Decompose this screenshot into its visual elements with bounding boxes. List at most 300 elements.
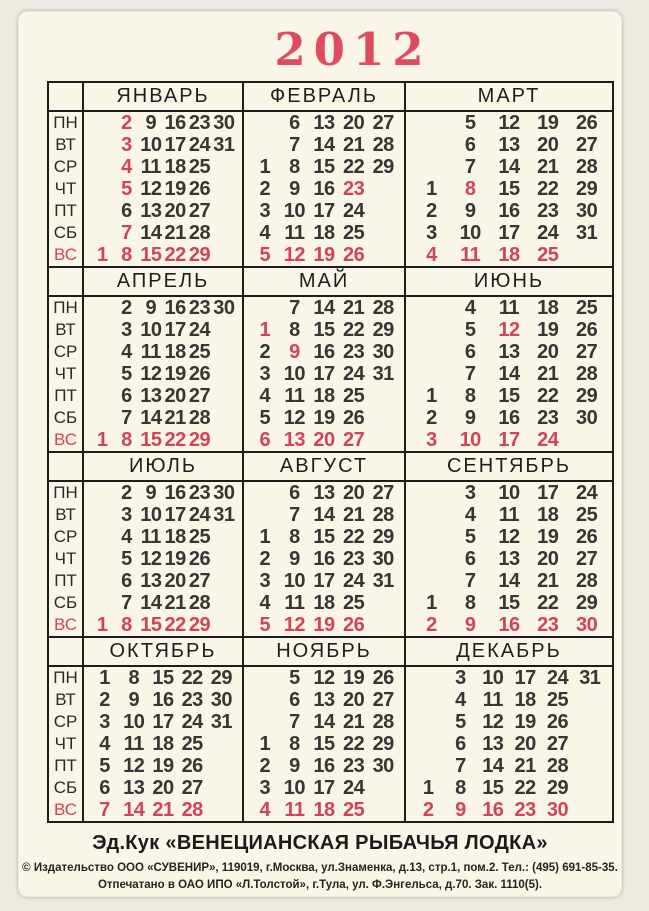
date-cell: 22 <box>342 733 365 755</box>
date-cell: 12 <box>140 548 162 570</box>
date-row-grid <box>244 341 404 363</box>
date-cell: 19 <box>514 711 536 733</box>
weekday-label: СР <box>49 526 84 548</box>
date-cell: 19 <box>313 407 335 429</box>
calendar-card <box>18 11 622 897</box>
date-cell: 10 <box>283 200 306 222</box>
month-week-cell <box>244 407 406 429</box>
month-week-cell <box>244 777 406 799</box>
date-cell: 10 <box>140 134 162 156</box>
month-header: СЕНТЯБРЬ <box>446 455 572 477</box>
date-cell <box>212 385 236 407</box>
date-row-grid <box>406 222 612 244</box>
date-cell: 20 <box>152 777 174 799</box>
date-cell: 9 <box>128 689 140 711</box>
date-cell: 5 <box>259 614 271 636</box>
date-cell: 29 <box>188 244 211 266</box>
date-cell: 21 <box>342 711 365 733</box>
date-cell: 4 <box>259 222 271 244</box>
date-cell: 24 <box>546 667 569 689</box>
month-week-cell <box>244 244 406 266</box>
date-cell: 17 <box>164 504 186 526</box>
month-header-row <box>49 83 612 112</box>
date-cell: 26 <box>188 548 211 570</box>
date-cell: 16 <box>313 548 335 570</box>
date-cell: 4 <box>121 156 132 178</box>
date-cell: 17 <box>537 482 559 504</box>
date-cell: 28 <box>546 755 569 777</box>
month-header: АПРЕЛЬ <box>84 268 244 295</box>
date-cell: 6 <box>121 385 132 407</box>
date-cell <box>574 733 606 755</box>
calendar-table <box>47 81 614 823</box>
date-cell: 8 <box>455 777 466 799</box>
month-week-cell <box>244 667 406 689</box>
date-cell: 10 <box>482 667 504 689</box>
date-cell <box>412 482 451 504</box>
date-cell: 13 <box>140 385 162 407</box>
date-cell: 19 <box>313 614 335 636</box>
week-day-row <box>49 689 612 711</box>
date-cell <box>412 156 451 178</box>
date-cell: 14 <box>313 297 335 319</box>
date-cell: 10 <box>140 504 162 526</box>
date-cell: 9 <box>464 200 476 222</box>
date-cell: 6 <box>259 429 271 451</box>
weekday-label: СБ <box>49 222 84 244</box>
month-week-cell <box>84 244 244 266</box>
date-cell: 28 <box>575 363 598 385</box>
date-row-grid <box>244 134 404 156</box>
date-cell: 26 <box>342 244 365 266</box>
date-row-grid <box>84 548 242 570</box>
week-day-row <box>49 244 612 266</box>
date-cell: 9 <box>289 341 300 363</box>
date-cell: 26 <box>372 667 394 689</box>
date-cell <box>212 178 236 200</box>
month-week-cell <box>406 614 612 636</box>
date-cell: 17 <box>313 777 335 799</box>
artwork-credit: Эд.Кук «ВЕНЕЦИАНСКАЯ РЫБАЧЬЯ ЛОДКА» <box>92 832 548 854</box>
date-cell: 13 <box>140 200 162 222</box>
month-week-cell <box>406 733 612 755</box>
date-cell: 4 <box>426 244 437 266</box>
date-cell: 13 <box>498 548 520 570</box>
month-week-cell <box>84 134 244 156</box>
date-cell: 5 <box>121 548 132 570</box>
date-cell: 2 <box>426 614 437 636</box>
date-cell: 6 <box>121 570 132 592</box>
date-cell: 30 <box>213 112 235 134</box>
date-cell <box>90 156 114 178</box>
date-cell: 18 <box>313 799 335 821</box>
date-row-grid <box>84 689 242 711</box>
date-cell: 20 <box>164 385 186 407</box>
date-cell: 7 <box>289 504 300 526</box>
date-cell <box>207 799 236 821</box>
date-cell: 14 <box>498 363 520 385</box>
date-cell: 15 <box>313 733 335 755</box>
date-cell: 2 <box>259 755 271 777</box>
corner-cell <box>49 83 84 110</box>
date-cell: 18 <box>537 297 559 319</box>
month-header: ИЮЛЬ <box>84 453 244 480</box>
date-cell: 11 <box>284 799 305 821</box>
date-row-grid <box>84 504 242 526</box>
date-cell: 11 <box>284 222 305 244</box>
weekday-label: ВТ <box>49 319 84 341</box>
date-row-grid <box>84 592 242 614</box>
month-week-cell <box>406 178 612 200</box>
weekday-label: ВС <box>49 614 84 636</box>
date-cell: 1 <box>259 319 271 341</box>
date-cell: 24 <box>537 222 559 244</box>
date-cell: 4 <box>464 504 476 526</box>
month-week-cell <box>84 482 244 504</box>
date-cell <box>412 711 444 733</box>
date-cell: 8 <box>289 526 300 548</box>
date-cell: 26 <box>188 363 211 385</box>
date-cell: 26 <box>342 407 365 429</box>
date-cell <box>90 297 114 319</box>
date-row-grid <box>406 297 612 319</box>
date-cell <box>412 319 451 341</box>
weekday-label: ВТ <box>49 134 84 156</box>
date-cell: 29 <box>575 592 598 614</box>
date-cell: 21 <box>164 222 186 244</box>
date-cell: 17 <box>152 711 174 733</box>
date-cell: 24 <box>537 429 559 451</box>
date-cell: 12 <box>498 112 520 134</box>
date-cell: 18 <box>498 244 520 266</box>
date-cell: 15 <box>313 319 335 341</box>
week-day-row <box>49 429 612 451</box>
date-cell: 5 <box>289 667 300 689</box>
date-cell: 3 <box>99 711 110 733</box>
date-row-grid <box>244 711 404 733</box>
month-week-cell <box>84 526 244 548</box>
date-cell: 1 <box>422 777 434 799</box>
date-cell <box>574 755 606 777</box>
date-cell: 1 <box>259 526 271 548</box>
month-week-cell <box>84 799 244 821</box>
date-cell: 18 <box>164 156 186 178</box>
date-cell: 18 <box>537 504 559 526</box>
date-cell: 27 <box>372 482 394 504</box>
date-cell: 4 <box>259 592 271 614</box>
month-week-cell <box>244 689 406 711</box>
date-row-grid <box>406 363 612 385</box>
date-cell <box>90 222 114 244</box>
date-cell: 7 <box>289 297 300 319</box>
month-week-cell <box>244 482 406 504</box>
week-day-row <box>49 407 612 429</box>
month-week-cell <box>244 178 406 200</box>
date-cell: 26 <box>575 319 598 341</box>
month-week-cell <box>406 407 612 429</box>
date-cell <box>250 689 280 711</box>
date-cell <box>212 570 236 592</box>
month-week-cell <box>84 178 244 200</box>
date-cell: 23 <box>188 482 211 504</box>
date-cell <box>212 363 236 385</box>
date-cell: 8 <box>289 319 300 341</box>
date-cell <box>90 548 114 570</box>
weekday-label: ПН <box>49 112 84 134</box>
date-cell: 1 <box>96 614 108 636</box>
date-cell: 9 <box>455 799 466 821</box>
date-cell: 14 <box>482 755 504 777</box>
month-week-cell <box>244 222 406 244</box>
date-cell: 15 <box>140 429 162 451</box>
weekday-label: ПТ <box>49 755 84 777</box>
date-cell: 3 <box>455 667 466 689</box>
date-cell <box>90 341 114 363</box>
week-day-row <box>49 156 612 178</box>
date-cell: 22 <box>181 667 203 689</box>
month-header: АВГУСТ <box>244 453 406 480</box>
date-cell: 11 <box>140 341 161 363</box>
month-week-cell <box>84 385 244 407</box>
date-row-grid <box>406 777 612 799</box>
date-cell <box>90 592 114 614</box>
date-cell: 21 <box>342 504 365 526</box>
date-cell: 24 <box>188 319 211 341</box>
date-cell: 23 <box>514 799 536 821</box>
quarter-block <box>49 83 612 266</box>
month-week-cell <box>406 548 612 570</box>
date-row-grid <box>244 244 404 266</box>
date-cell: 20 <box>537 134 559 156</box>
month-week-cell <box>244 319 406 341</box>
date-cell: 16 <box>313 341 335 363</box>
date-cell: 11 <box>284 592 305 614</box>
month-week-cell <box>244 799 406 821</box>
date-row-grid <box>406 156 612 178</box>
date-cell: 20 <box>537 548 559 570</box>
date-cell: 7 <box>464 363 476 385</box>
date-cell <box>412 548 451 570</box>
weekday-label: ЧТ <box>49 363 84 385</box>
month-week-cell <box>406 222 612 244</box>
date-cell: 25 <box>575 297 598 319</box>
month-week-cell <box>244 363 406 385</box>
date-cell: 18 <box>313 385 335 407</box>
month-week-cell <box>244 711 406 733</box>
date-cell: 8 <box>464 592 476 614</box>
date-row-grid <box>84 733 242 755</box>
date-cell: 15 <box>313 156 335 178</box>
date-cell: 10 <box>140 319 162 341</box>
date-cell: 3 <box>259 363 271 385</box>
date-cell: 30 <box>213 297 235 319</box>
date-cell: 12 <box>283 407 306 429</box>
date-cell: 6 <box>99 777 110 799</box>
date-cell: 10 <box>283 363 306 385</box>
date-cell: 15 <box>498 178 520 200</box>
month-week-cell <box>84 755 244 777</box>
month-week-cell <box>244 429 406 451</box>
date-cell: 11 <box>284 385 305 407</box>
month-week-cell <box>406 429 612 451</box>
date-cell: 31 <box>575 222 598 244</box>
week-day-row <box>49 570 612 592</box>
date-cell <box>368 777 398 799</box>
date-cell: 2 <box>121 482 132 504</box>
date-cell: 13 <box>123 777 145 799</box>
month-week-cell <box>84 614 244 636</box>
date-cell: 11 <box>498 504 520 526</box>
date-cell: 11 <box>482 689 503 711</box>
month-week-cell <box>84 777 244 799</box>
date-row-grid <box>244 200 404 222</box>
date-cell: 25 <box>342 385 365 407</box>
date-cell: 5 <box>259 244 271 266</box>
date-cell: 5 <box>259 407 271 429</box>
month-header-row <box>49 268 612 297</box>
date-cell: 7 <box>99 799 110 821</box>
date-cell: 9 <box>289 755 300 777</box>
date-cell <box>90 407 114 429</box>
month-week-cell <box>406 526 612 548</box>
date-cell: 10 <box>283 570 306 592</box>
week-day-row <box>49 112 612 134</box>
date-cell: 18 <box>313 592 335 614</box>
date-cell <box>90 319 114 341</box>
date-cell: 25 <box>575 504 598 526</box>
date-cell: 11 <box>498 297 520 319</box>
date-cell: 16 <box>152 689 174 711</box>
month-week-cell <box>84 222 244 244</box>
date-cell: 14 <box>313 134 335 156</box>
weekday-label: ЧТ <box>49 178 84 200</box>
date-cell: 12 <box>482 711 504 733</box>
date-row-grid <box>244 297 404 319</box>
date-cell: 27 <box>181 777 203 799</box>
date-cell: 3 <box>121 134 132 156</box>
date-cell: 22 <box>537 592 559 614</box>
date-cell: 29 <box>575 178 598 200</box>
date-cell: 12 <box>123 755 145 777</box>
date-cell: 30 <box>372 755 394 777</box>
date-row-grid <box>84 777 242 799</box>
date-cell <box>368 799 398 821</box>
date-cell <box>250 711 280 733</box>
weekday-label: СР <box>49 711 84 733</box>
date-cell: 6 <box>464 548 476 570</box>
date-cell: 24 <box>342 363 365 385</box>
date-cell: 30 <box>575 407 598 429</box>
date-cell <box>207 755 236 777</box>
date-cell: 23 <box>537 200 559 222</box>
date-cell: 7 <box>289 711 300 733</box>
month-week-cell <box>84 200 244 222</box>
date-cell: 25 <box>342 799 365 821</box>
month-week-cell <box>84 689 244 711</box>
date-cell: 14 <box>123 799 145 821</box>
date-cell <box>90 570 114 592</box>
date-cell: 31 <box>372 570 394 592</box>
date-cell <box>250 134 280 156</box>
date-row-grid <box>406 689 612 711</box>
date-cell <box>412 112 451 134</box>
date-row-grid <box>244 178 404 200</box>
month-week-cell <box>244 504 406 526</box>
date-cell: 10 <box>459 222 481 244</box>
month-week-cell <box>244 156 406 178</box>
month-week-cell <box>244 614 406 636</box>
weekday-label: ВС <box>49 244 84 266</box>
date-cell: 8 <box>121 429 132 451</box>
week-day-row <box>49 755 612 777</box>
date-cell: 3 <box>464 482 476 504</box>
date-row-grid <box>244 222 404 244</box>
date-cell <box>412 363 451 385</box>
date-cell: 9 <box>145 112 157 134</box>
month-week-cell <box>406 592 612 614</box>
date-cell: 6 <box>289 482 300 504</box>
date-cell: 21 <box>537 363 559 385</box>
date-cell <box>368 244 398 266</box>
date-cell <box>212 222 236 244</box>
date-cell <box>574 711 606 733</box>
date-row-grid <box>84 319 242 341</box>
week-day-row <box>49 548 612 570</box>
date-cell: 16 <box>164 297 186 319</box>
date-cell: 20 <box>313 429 335 451</box>
date-cell: 17 <box>164 319 186 341</box>
date-cell <box>90 363 114 385</box>
date-cell <box>368 614 398 636</box>
month-week-cell <box>84 570 244 592</box>
date-cell: 26 <box>188 178 211 200</box>
date-row-grid <box>244 755 404 777</box>
date-cell: 14 <box>498 156 520 178</box>
date-cell: 3 <box>121 504 132 526</box>
date-cell: 2 <box>259 178 271 200</box>
week-day-row <box>49 482 612 504</box>
weekday-label: ЧТ <box>49 733 84 755</box>
date-cell: 15 <box>498 592 520 614</box>
date-cell <box>90 482 114 504</box>
weekday-label: ПН <box>49 297 84 319</box>
date-cell: 22 <box>537 385 559 407</box>
date-cell: 14 <box>498 570 520 592</box>
date-cell <box>207 733 236 755</box>
date-row-grid <box>406 548 612 570</box>
date-cell: 27 <box>575 341 598 363</box>
date-cell: 8 <box>464 385 476 407</box>
date-cell: 13 <box>313 112 335 134</box>
date-row-grid <box>406 570 612 592</box>
date-cell <box>250 504 280 526</box>
date-cell: 20 <box>342 482 365 504</box>
date-cell: 16 <box>498 614 520 636</box>
date-cell: 12 <box>140 363 162 385</box>
date-cell: 2 <box>426 407 437 429</box>
date-cell: 19 <box>152 755 174 777</box>
quarter-block <box>49 266 612 451</box>
date-cell: 8 <box>121 244 132 266</box>
date-cell: 27 <box>575 134 598 156</box>
date-cell <box>368 222 398 244</box>
date-row-grid <box>84 799 242 821</box>
date-cell: 23 <box>342 755 365 777</box>
date-cell: 27 <box>342 429 365 451</box>
date-cell: 18 <box>164 526 186 548</box>
date-cell <box>250 667 280 689</box>
date-cell: 15 <box>140 244 162 266</box>
